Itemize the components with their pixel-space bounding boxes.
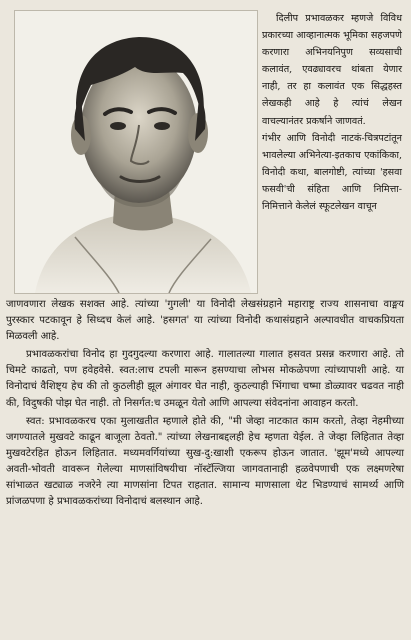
intro-paragraph: दिलीप प्रभावळकर म्हणजे विविध प्रकारच्या आव्हानात्मक भूमिका सहजपणे करणारा अभिनयनिपुण सव्यसाची कलावंत, एवढ्यावरच थांबता येणार नाही, तर हा कलावंत एक सिद्धहस्त लेखकही आहे हे त्यांचं लेखन वाचल्यानंतर प्रकर्षाने जाणवतं.	[262, 13, 402, 127]
second-paragraph-continued: जाणवणारा लेखक सशक्त आहे. त्यांच्या 'गुगली' या विनोदी लेखसंग्रहाने महाराष्ट्र राज्य शासनाचा वाङ्मय पुरस्कार पटकावून हे सिध्दच केलं आहे. 'हसगत' या त्यांच्या विनोदी कथासंग्रहाने अल्पावधीत वाचकप्रियता मिळवली आहे.	[6, 299, 404, 343]
second-paragraph-start: गंभीर आणि विनोदी नाटकं-चित्रपटांतून भावलेल्या अभिनेत्या-इतकाच एकांकिका, विनोदी कथा, बालगोष्टी, त्यांच्या 'हसवा फसवी'ची संहिता आणि निमित्ता-निमित्ताने केलेलं स्फूटलेखन वाचून	[262, 132, 402, 213]
interview-paragraph: स्वत: प्रभावळकरच एका मुलाखतीत म्हणाले होते की, "मी जेव्हा नाटकात काम करतो, तेव्हा नेहमीच्या जगण्यातले मुखवटे काढून बाजूला ठेवतो." त्यांच्या लेखनाबद्दलही हेच म्हणता येईल. ते जेव्हा लिहितात तेव्हा मुखवटेरहित होऊन लिहितात. मध्यमवर्गियांच्या सुख-दु:खाशी एकरूप होऊन जातात. 'झूम'मध्ये आपल्या अवती-भोवती वावरून गेलेल्या माणसांविषयीचा नॉस्टॅल्जिया जागवतानाही हळवेपणाची एक लक्ष्मणरेषा सांभाळत खट्याळ नजरेने त्या माणसांना टिपत राहतात. सामान्य माणसाला थेट भिडण्याचं सामर्थ्य आणि प्रांजळपणा हे प्रभावळकरांच्या विनोदाचं बलस्थान आहे.	[6, 415, 404, 508]
humor-paragraph: प्रभावळकरांचा विनोद हा गुदगुदल्या करणारा आहे. गालातल्या गालात हसवत प्रसन्न करणारा आहे. तो चिमटे काढतो, पण हवेहवेसे. स्वत:लाच टपली मारून हसण्याचा लोभस मोकळेपणा त्यांच्यापाशी आहे. या विनोदाचं वैशिष्ट्य हेच की तो कुठलीही झूल अंगावर घेत नाही, कुठल्याही भिंगाचा चष्मा डोळ्यावर चढवत नाही की, विदुषकी पोझ घेत नाही. तो निसर्गत:च उमळून येतो आणि आपल्या संवेदनांना आवाहन करतो.	[6, 349, 404, 409]
author-portrait-photo	[14, 10, 258, 294]
full-width-text	[6, 297, 404, 512]
right-text-column	[262, 10, 402, 215]
